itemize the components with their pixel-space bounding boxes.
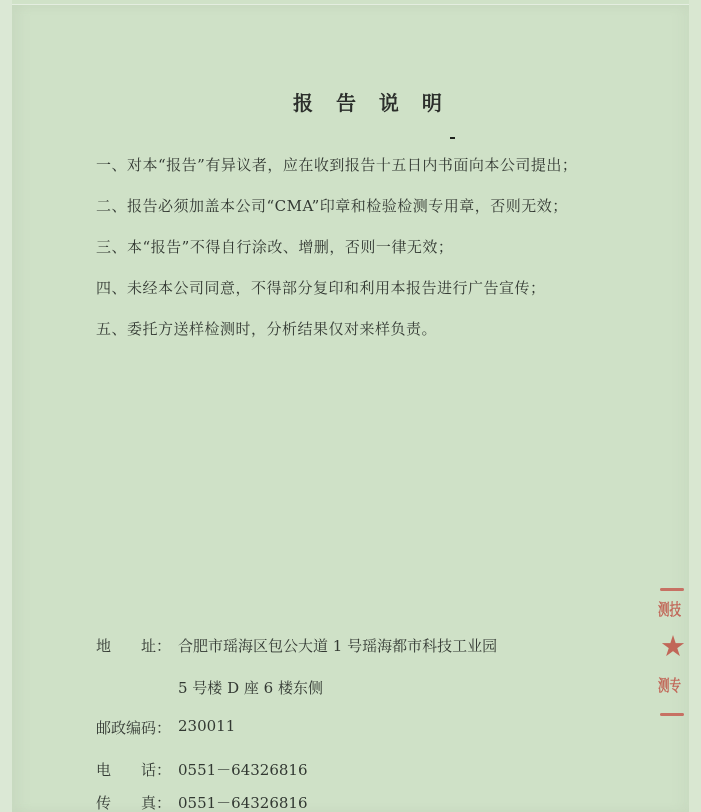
address-label: 地 址：	[96, 637, 172, 655]
small-ink-mark	[450, 137, 455, 139]
instruction-item-5: 五、委托方送样检测时，分析结果仅对来样负责。	[96, 320, 438, 338]
address-line-1: 合肥市瑶海区包公大道 1 号瑶海都市科技工业园	[178, 637, 498, 655]
seal-bottom-text: 测专	[658, 676, 682, 695]
seal-top-line	[660, 588, 684, 591]
instruction-item-1: 一、对本“报告”有异议者，应在收到报告十五日内书面向本公司提出；	[96, 156, 578, 174]
fax-value: 0551－64326816	[178, 794, 308, 812]
red-seal-stamp	[656, 587, 690, 719]
postcode-label: 邮政编码：	[96, 719, 172, 737]
seal-top-text: 测技	[658, 600, 682, 619]
instruction-item-4: 四、未经本公司同意，不得部分复印和利用本报告进行广告宣传；	[96, 279, 546, 297]
right-page-edge	[689, 0, 701, 812]
report-instructions-page	[12, 4, 689, 812]
phone-label: 电 话：	[96, 761, 172, 779]
instruction-item-2: 二、报告必须加盖本公司“CMA”印章和检验检测专用章，否则无效；	[96, 197, 568, 215]
instruction-item-3: 三、本“报告”不得自行涂改、增删，否则一律无效；	[96, 238, 454, 256]
seal-bottom-line	[660, 713, 684, 716]
fax-label: 传 真：	[96, 794, 172, 812]
page-title: 报 告 说 明	[293, 91, 450, 116]
left-page-edge	[0, 0, 12, 812]
phone-value: 0551－64326816	[178, 761, 308, 779]
seal-star-icon: ★	[660, 629, 686, 663]
address-line-2: 5 号楼 D 座 6 楼东侧	[178, 679, 323, 697]
postcode-value: 230011	[178, 717, 236, 735]
